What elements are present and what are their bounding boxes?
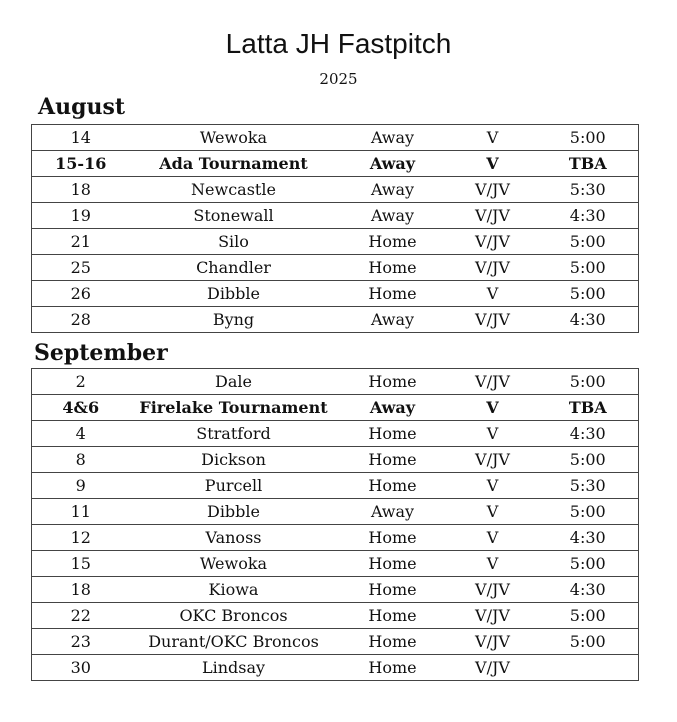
- game-opponent: Stonewall: [130, 203, 338, 229]
- game-opponent: Ada Tournament: [130, 151, 338, 177]
- game-row: [32, 125, 639, 151]
- game-location: Away: [338, 203, 448, 229]
- game-opponent: Firelake Tournament: [130, 395, 338, 421]
- game-date: 23: [32, 629, 130, 655]
- game-location: Home: [338, 281, 448, 307]
- game-time: 4:30: [569, 310, 606, 329]
- game-time: 5:00: [538, 281, 639, 307]
- game-opponent: Byng: [212, 310, 255, 329]
- game-level: V/JV: [448, 177, 538, 203]
- game-row: [32, 281, 639, 307]
- game-time: 5:00: [538, 629, 639, 655]
- game-date: 12: [32, 525, 130, 551]
- game-location: Away: [338, 125, 448, 151]
- game-time: 4:30: [538, 525, 639, 551]
- tournament-row: [32, 151, 639, 177]
- month-heading-august: August: [38, 94, 125, 120]
- game-level: V/JV: [448, 629, 538, 655]
- game-location: Home: [338, 629, 448, 655]
- game-opponent: Dickson: [130, 447, 338, 473]
- game-date: 15-16: [32, 151, 130, 177]
- game-level: V/JV: [448, 447, 538, 473]
- game-level: V: [448, 473, 538, 499]
- season-year: 2025: [319, 70, 358, 88]
- game-opponent: Vanoss: [130, 525, 338, 551]
- game-opponent: Wewoka: [130, 125, 338, 151]
- game-date: 9: [32, 473, 130, 499]
- game-opponent: Wewoka: [130, 551, 338, 577]
- game-date: 14: [32, 125, 130, 151]
- page-title: Latta JH Fastpitch: [225, 28, 452, 59]
- game-date: 15: [32, 551, 130, 577]
- game-time: 5:00: [538, 255, 639, 281]
- game-time: [538, 655, 639, 681]
- game-time: 4:30: [538, 421, 639, 447]
- game-date: 4&6: [32, 395, 130, 421]
- game-level: V: [448, 125, 538, 151]
- game-opponent: Silo: [130, 229, 338, 255]
- game-row: [32, 499, 639, 525]
- game-time: 5:00: [538, 551, 639, 577]
- game-level: V: [448, 151, 538, 177]
- game-location: Home: [368, 658, 417, 677]
- game-time: 4:30: [538, 577, 639, 603]
- game-date: 21: [32, 229, 130, 255]
- game-location: Home: [338, 447, 448, 473]
- game-date: 8: [32, 447, 130, 473]
- game-date: 18: [32, 177, 130, 203]
- schedule-table-september: [31, 368, 639, 681]
- game-date: 11: [32, 499, 130, 525]
- game-row: [32, 629, 639, 655]
- game-level: V/JV: [448, 577, 538, 603]
- game-row: [32, 421, 639, 447]
- game-level: V: [448, 421, 538, 447]
- game-row: [32, 525, 639, 551]
- game-date: 2: [32, 369, 130, 395]
- game-level: V: [448, 281, 538, 307]
- game-location: Home: [338, 369, 448, 395]
- game-opponent: Dale: [130, 369, 338, 395]
- game-row: [32, 447, 639, 473]
- game-location: Home: [338, 551, 448, 577]
- game-location: Home: [338, 603, 448, 629]
- game-date: 30: [70, 658, 91, 677]
- game-time: 5:00: [538, 125, 639, 151]
- game-date: 18: [32, 577, 130, 603]
- game-time: 5:00: [538, 229, 639, 255]
- game-row: [32, 255, 639, 281]
- game-time: 5:00: [538, 369, 639, 395]
- game-date: 25: [32, 255, 130, 281]
- game-row: [32, 307, 639, 333]
- game-level: V/JV: [448, 369, 538, 395]
- game-time: 5:00: [538, 499, 639, 525]
- game-row: [32, 551, 639, 577]
- game-row: [32, 655, 639, 681]
- game-opponent: OKC Broncos: [130, 603, 338, 629]
- game-level: V: [448, 551, 538, 577]
- game-location: Home: [338, 577, 448, 603]
- game-location: Home: [338, 229, 448, 255]
- game-opponent: Stratford: [130, 421, 338, 447]
- game-level: V/JV: [448, 255, 538, 281]
- game-row: [32, 577, 639, 603]
- schedule-table-august: [31, 124, 639, 333]
- game-location: Away: [338, 499, 448, 525]
- game-level: V: [448, 395, 538, 421]
- game-date: 4: [32, 421, 130, 447]
- game-date: 28: [70, 310, 91, 329]
- game-opponent: Kiowa: [130, 577, 338, 603]
- game-level: V: [448, 499, 538, 525]
- game-level: V/JV: [475, 310, 510, 329]
- game-date: 19: [32, 203, 130, 229]
- tournament-row: [32, 395, 639, 421]
- game-row: [32, 603, 639, 629]
- game-time: TBA: [538, 395, 639, 421]
- game-row: [32, 177, 639, 203]
- game-time: 5:00: [538, 603, 639, 629]
- game-row: [32, 369, 639, 395]
- game-opponent: Dibble: [130, 499, 338, 525]
- game-location: Away: [338, 151, 448, 177]
- game-row: [32, 203, 639, 229]
- game-location: Home: [338, 255, 448, 281]
- game-row: [32, 473, 639, 499]
- game-time: 4:30: [538, 203, 639, 229]
- game-level: V: [448, 525, 538, 551]
- game-level: V/JV: [475, 658, 510, 677]
- game-location: Away: [338, 177, 448, 203]
- game-opponent: Durant/OKC Broncos: [130, 629, 338, 655]
- game-location: Home: [338, 421, 448, 447]
- game-time: 5:30: [538, 473, 639, 499]
- game-opponent: Dibble: [130, 281, 338, 307]
- game-level: V/JV: [448, 603, 538, 629]
- game-date: 26: [32, 281, 130, 307]
- month-heading-september: September: [34, 340, 168, 366]
- game-location: Home: [338, 473, 448, 499]
- game-opponent: Purcell: [130, 473, 338, 499]
- game-time: TBA: [538, 151, 639, 177]
- game-opponent: Chandler: [130, 255, 338, 281]
- game-time: 5:00: [538, 447, 639, 473]
- game-opponent: Lindsay: [201, 658, 266, 677]
- game-date: 22: [32, 603, 130, 629]
- game-opponent: Newcastle: [130, 177, 338, 203]
- game-location: Away: [370, 310, 415, 329]
- game-level: V/JV: [448, 229, 538, 255]
- game-row: [32, 229, 639, 255]
- game-level: V/JV: [448, 203, 538, 229]
- game-time: 5:30: [538, 177, 639, 203]
- game-location: Away: [338, 395, 448, 421]
- game-location: Home: [338, 525, 448, 551]
